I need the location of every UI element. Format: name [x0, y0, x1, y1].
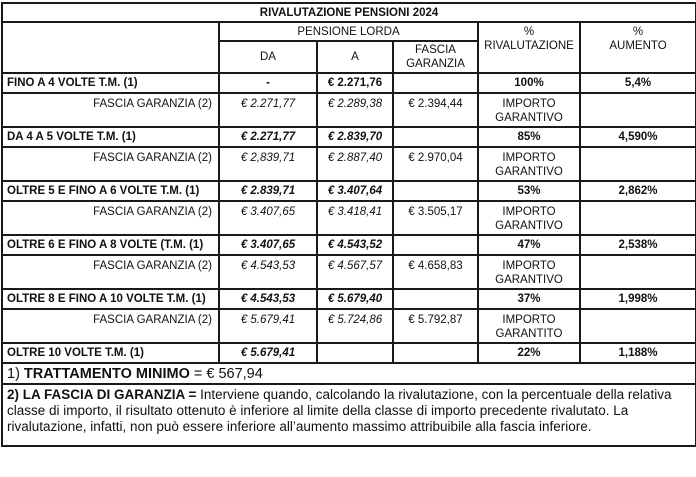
rivalutazione-table — [1, 2, 696, 447]
fg-a: € 5.724,86 — [317, 309, 393, 343]
table-row-fascia-garanzia — [2, 309, 696, 343]
row-label: OLTRE 6 E FINO A 8 VOLTE (T.M. (1) — [2, 235, 219, 255]
fg-fascia: € 2.970,04 — [393, 147, 478, 181]
fg-da: € 2.271,77 — [219, 93, 317, 127]
table-row-fascia-garanzia — [2, 255, 696, 289]
fg-label: FASCIA GARANZIA (2) — [2, 93, 219, 127]
fg-fascia: € 5.792,87 — [393, 309, 478, 343]
row-fascia — [393, 343, 478, 363]
fg-fascia: € 3.505,17 — [393, 201, 478, 235]
table-row-fascia-garanzia — [2, 201, 696, 235]
fg-fascia: € 4.658,83 — [393, 255, 478, 289]
row-label: DA 4 A 5 VOLTE T.M. (1) — [2, 127, 219, 147]
row-da: € 2.839,71 — [219, 181, 317, 201]
table-row — [2, 343, 696, 363]
row-rivalutazione: 100% — [478, 73, 580, 93]
table-row-fascia-garanzia — [2, 93, 696, 127]
fg-importo: IMPORTO GARANTIVO — [478, 255, 580, 289]
fg-label: FASCIA GARANZIA (2) — [2, 147, 219, 181]
row-aumento: 2,862% — [580, 181, 696, 201]
row-rivalutazione: 37% — [478, 289, 580, 309]
row-a — [317, 343, 393, 363]
table-title: RIVALUTAZIONE PENSIONI 2024 — [2, 3, 696, 22]
row-a: € 3.407,64 — [317, 181, 393, 201]
row-a: € 2.271,76 — [317, 73, 393, 93]
fg-importo: IMPORTO GARANTITO — [478, 309, 580, 343]
fg-a: € 3.418,41 — [317, 201, 393, 235]
note-trattamento-minimo: 1) TRATTAMENTO MINIMO = € 567,94 — [2, 363, 696, 384]
row-aumento: 5,4% — [580, 73, 696, 93]
row-da: € 3.407,65 — [219, 235, 317, 255]
row-da: - — [219, 73, 317, 93]
fg-aumento — [580, 309, 696, 343]
row-label: OLTRE 8 E FINO A 10 VOLTE T.M. (1) — [2, 289, 219, 309]
fg-da: € 2,839,71 — [219, 147, 317, 181]
fg-label: FASCIA GARANZIA (2) — [2, 201, 219, 235]
fg-a: € 2.289,38 — [317, 93, 393, 127]
fg-da: € 4.543,53 — [219, 255, 317, 289]
fg-label: FASCIA GARANZIA (2) — [2, 255, 219, 289]
table-row — [2, 127, 696, 147]
row-rivalutazione: 53% — [478, 181, 580, 201]
row-fascia — [393, 181, 478, 201]
row-a: € 2.839,70 — [317, 127, 393, 147]
fg-aumento — [580, 201, 696, 235]
row-fascia — [393, 73, 478, 93]
header-fascia-garanzia: FASCIA GARANZIA — [393, 41, 478, 73]
fg-da: € 3.407,65 — [219, 201, 317, 235]
row-aumento: 1,998% — [580, 289, 696, 309]
header-da: DA — [219, 41, 317, 73]
fg-fascia: € 2.394,44 — [393, 93, 478, 127]
row-fascia — [393, 289, 478, 309]
table-row — [2, 181, 696, 201]
row-aumento: 2,538% — [580, 235, 696, 255]
fg-a: € 4.567,57 — [317, 255, 393, 289]
row-label: OLTRE 10 VOLTE T.M. (1) — [2, 343, 219, 363]
fg-aumento — [580, 93, 696, 127]
row-da: € 2.271,77 — [219, 127, 317, 147]
fg-aumento — [580, 255, 696, 289]
fg-aumento — [580, 147, 696, 181]
row-label: OLTRE 5 E FINO A 6 VOLTE T.M. (1) — [2, 181, 219, 201]
table-row-fascia-garanzia — [2, 147, 696, 181]
header-a: A — [317, 41, 393, 73]
header-empty-cell — [2, 22, 219, 73]
fg-importo: IMPORTO GARANTIVO — [478, 147, 580, 181]
fg-a: € 2.887,40 — [317, 147, 393, 181]
row-fascia — [393, 235, 478, 255]
fg-label: FASCIA GARANZIA (2) — [2, 309, 219, 343]
row-rivalutazione: 47% — [478, 235, 580, 255]
row-aumento: 4,590% — [580, 127, 696, 147]
row-da: € 5.679,41 — [219, 343, 317, 363]
note-fascia-garanzia: 2) LA FASCIA DI GARANZIA = Interviene quando, calcolando la rivalutazione, con la percentuale della relativa classe di importo, il risultato ottenuto è inferiore al limite della classe di importo precedente rivalutato. La rivalutazione, infatti, non può essere inferiore all’aumento massimo attribuibile alla fascia inferiore. — [2, 384, 696, 446]
row-rivalutazione: 22% — [478, 343, 580, 363]
row-fascia — [393, 127, 478, 147]
header-pct-rivalutazione: % RIVALUTAZIONE — [478, 22, 580, 73]
fg-importo: IMPORTO GARANTIVO — [478, 93, 580, 127]
row-label: FINO A 4 VOLTE T.M. (1) — [2, 73, 219, 93]
fg-da: € 5.679,41 — [219, 309, 317, 343]
row-da: € 4.543,53 — [219, 289, 317, 309]
header-pct-aumento: % AUMENTO — [580, 22, 696, 73]
row-a: € 5.679,40 — [317, 289, 393, 309]
row-aumento: 1,188% — [580, 343, 696, 363]
row-rivalutazione: 85% — [478, 127, 580, 147]
table-row — [2, 235, 696, 255]
table-row — [2, 289, 696, 309]
fg-importo: IMPORTO GARANTIVO — [478, 201, 580, 235]
table-row — [2, 73, 696, 93]
header-pensione-lorda: PENSIONE LORDA — [219, 22, 478, 41]
row-a: € 4.543,52 — [317, 235, 393, 255]
